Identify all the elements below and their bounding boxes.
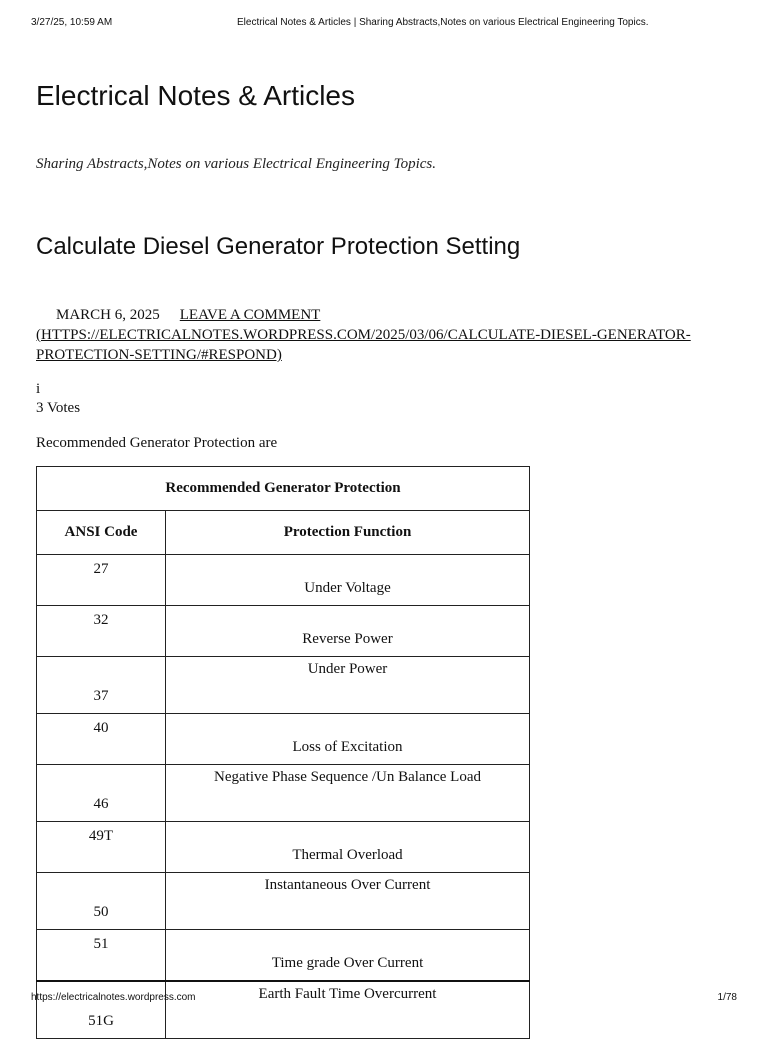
rating-icon[interactable]: i: [36, 381, 41, 397]
table-row: [37, 822, 530, 873]
table-row: [37, 714, 530, 765]
ansi-code-cell: 40: [37, 714, 166, 765]
table-row: [37, 765, 530, 822]
table-row: [37, 930, 530, 982]
site-tagline: Sharing Abstracts,Notes on various Electrical Engineering Topics.: [36, 156, 436, 172]
table-row: [37, 873, 530, 930]
protection-function-cell: Loss of Excitation: [166, 714, 530, 765]
table-row: [37, 981, 530, 1039]
table-row: [37, 606, 530, 657]
post-meta: [36, 305, 736, 365]
header-protection-function: Protection Function: [166, 511, 530, 555]
protection-table: [36, 466, 530, 1039]
table-row: [37, 555, 530, 606]
protection-function-cell: Thermal Overload: [166, 822, 530, 873]
ansi-code-cell: 51: [37, 930, 166, 982]
header-ansi-code: ANSI Code: [37, 511, 166, 555]
table-header-row: [37, 511, 530, 555]
protection-function-cell: Time grade Over Current: [166, 930, 530, 982]
ansi-code-cell: 51G: [37, 981, 166, 1039]
ansi-code-cell: 37: [37, 657, 166, 714]
print-footer: [31, 992, 737, 1008]
ansi-code-cell: 49T: [37, 822, 166, 873]
protection-function-cell: Under Power: [166, 657, 530, 714]
table-caption: Recommended Generator Protection: [37, 467, 530, 511]
rating: [36, 380, 80, 418]
post-title: Calculate Diesel Generator Protection Setting: [36, 233, 521, 260]
table-caption-row: [37, 467, 530, 511]
protection-function-cell: Under Voltage: [166, 555, 530, 606]
post-date[interactable]: MARCH 6, 2025: [56, 307, 160, 323]
intro-text: Recommended Generator Protection are: [36, 435, 278, 451]
protection-function-cell: Instantaneous Over Current: [166, 873, 530, 930]
protection-function-cell: Negative Phase Sequence /Un Balance Load: [166, 765, 530, 822]
print-page-number: 1/78: [717, 992, 737, 1003]
site-title[interactable]: Electrical Notes & Articles: [36, 80, 355, 111]
protection-function-cell: Reverse Power: [166, 606, 530, 657]
ansi-code-cell: 27: [37, 555, 166, 606]
leave-comment-link[interactable]: LEAVE A COMMENT (HTTPS://ELECTRICALNOTES.WORDPRESS.COM/2025/03/06/CALCULATE-DIESEL-GENERATOR-PROTECTION-SETTING/#RESPOND): [36, 307, 691, 363]
protection-function-cell: Earth Fault Time Overcurrent: [166, 981, 530, 1039]
ansi-code-cell: 50: [37, 873, 166, 930]
print-footer-url: https://electricalnotes.wordpress.com: [31, 992, 196, 1003]
rating-votes: 3 Votes: [36, 400, 81, 416]
ansi-code-cell: 46: [37, 765, 166, 822]
print-header: [31, 17, 737, 33]
print-datetime: 3/27/25, 10:59 AM: [31, 17, 113, 28]
print-doc-title: Electrical Notes & Articles | Sharing Abstracts,Notes on various Electrical Engineering Topics.: [237, 17, 649, 28]
table-row: [37, 657, 530, 714]
ansi-code-cell: 32: [37, 606, 166, 657]
